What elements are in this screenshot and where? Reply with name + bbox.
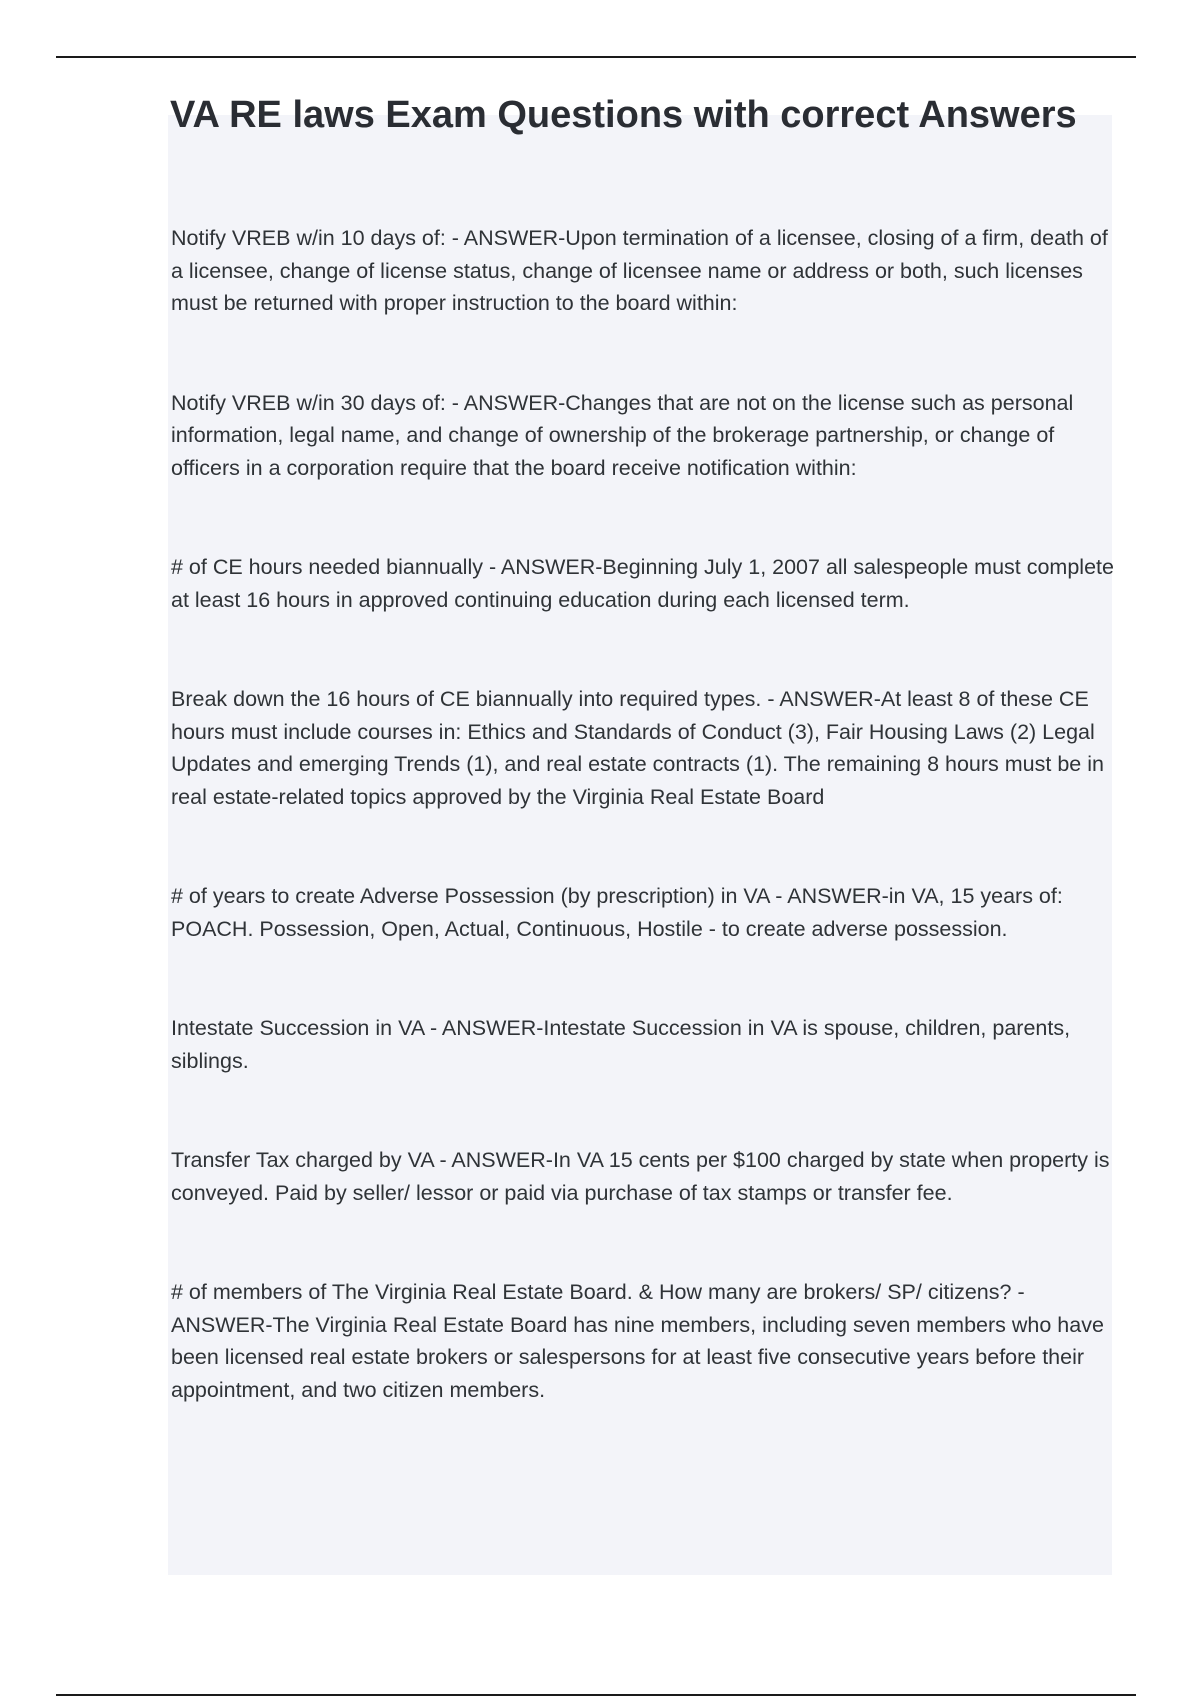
qa-item-8: # of members of The Virginia Real Estate Board. & How many are brokers/ SP/ citizens? - ANSWER-The Virginia Real Estate Board has nine members, including seven members who have been licensed real estate brokers or salespersons for at least five consecutive years before their appointment, and two citizen members.: [171, 1280, 1104, 1402]
qa-list: [171, 222, 1115, 1406]
qa-item-7: Transfer Tax charged by VA - ANSWER-In VA 15 cents per $100 charged by state when property is conveyed. Paid by seller/ lessor or paid via purchase of tax stamps or transfer fee.: [171, 1148, 1110, 1205]
qa-item-3: # of CE hours needed biannually - ANSWER-Beginning July 1, 2007 all salespeople must complete at least 16 hours in approved continuing education during each licensed term.: [171, 555, 1114, 612]
qa-item-6: Intestate Succession in VA - ANSWER-Intestate Succession in VA is spouse, children, parents, siblings.: [171, 1016, 1071, 1073]
qa-item-5: # of years to create Adverse Possession (by prescription) in VA - ANSWER-in VA, 15 years of: POACH. Possession, Open, Actual, Continuous, Hostile - to create adverse possession.: [171, 884, 1063, 941]
qa-item-2: Notify VREB w/in 30 days of: - ANSWER-Changes that are not on the license such as personal information, legal name, and change of ownership of the brokerage partnership, or change of officers in a corporation require that the board receive notification within:: [171, 390, 1074, 480]
header-rule: [56, 56, 1136, 58]
document-title: VA RE laws Exam Questions with correct Answers: [170, 94, 1077, 136]
qa-item-1: Notify VREB w/in 10 days of: - ANSWER-Upon termination of a licensee, closing of a firm, death of a licensee, change of license status, change of licensee name or address or both, such licenses must be returned with proper instruction to the board within:: [171, 226, 1108, 315]
footer-rule: [56, 1694, 1136, 1696]
qa-item-4: Break down the 16 hours of CE biannually into required types. - ANSWER-At least 8 of these CE hours must include courses in: Ethics and Standards of Conduct (3), Fair Housing Laws (2) Legal Updates and emerging Trends (1), and real estate contracts (1). The remaining 8 hours must be in real estate-related topics approved by the Virginia Real Estate Board: [171, 687, 1104, 809]
